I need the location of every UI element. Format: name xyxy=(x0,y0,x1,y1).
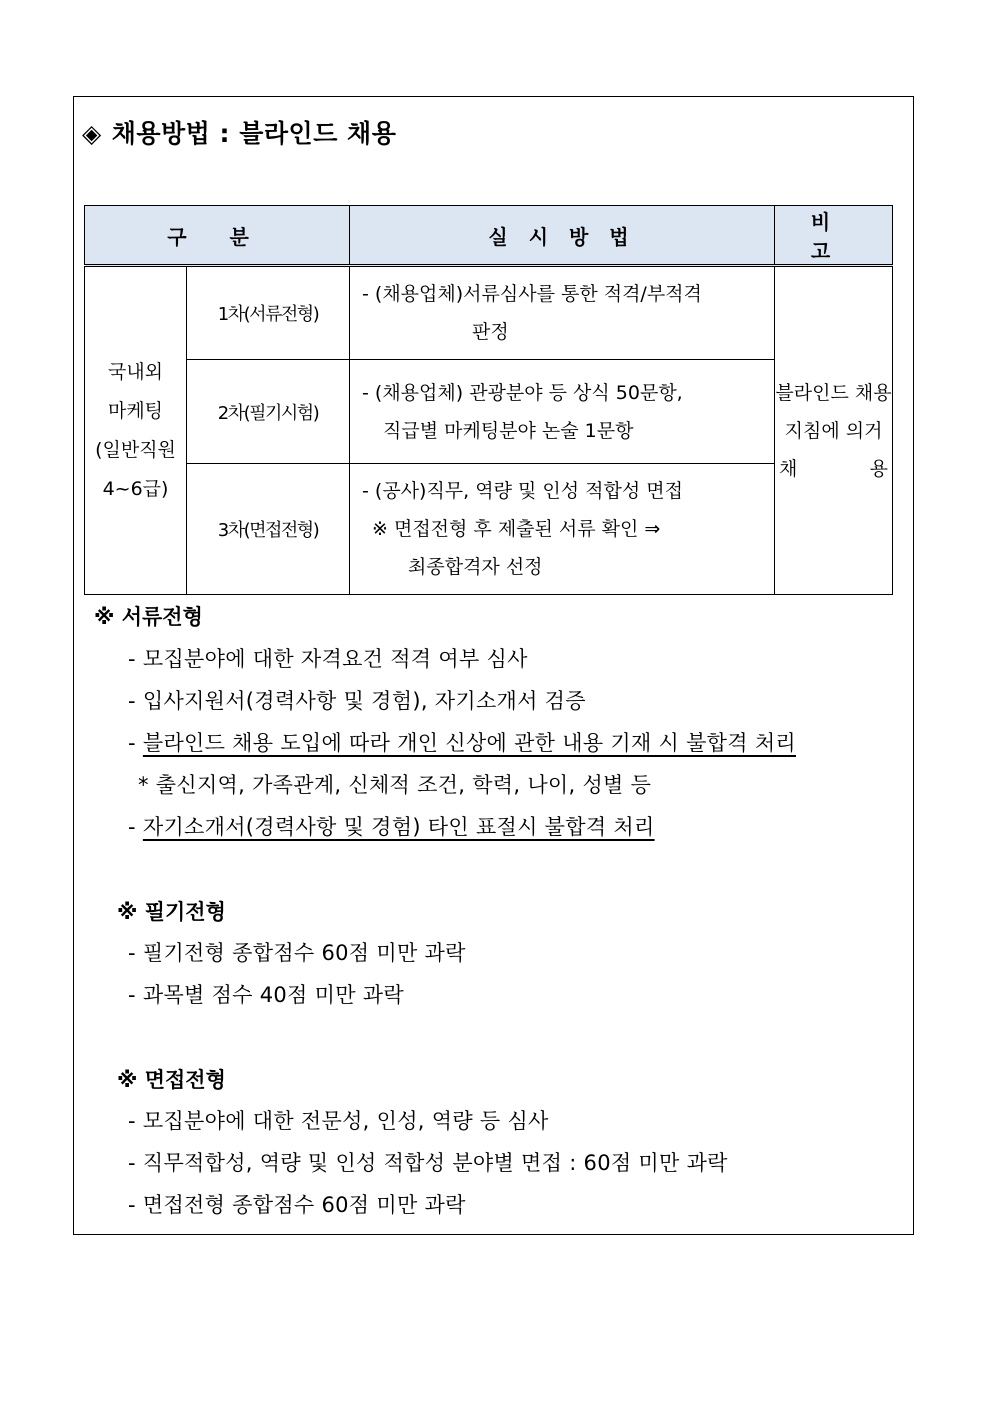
table-row xyxy=(85,464,893,595)
note-line: 블라인드 채용 xyxy=(775,381,892,404)
list-item: - 모집분야에 대한 전문성, 인성, 역량 등 심사 xyxy=(128,1109,549,1133)
list-item: - 자기소개서(경력사항 및 경험) 타인 표절시 불합격 처리 xyxy=(128,815,655,839)
method-line: 최종합격자 선정 xyxy=(408,556,543,578)
header-method: 실 시 방 법 xyxy=(350,206,775,266)
target-line: 마케팅 xyxy=(107,399,164,422)
list-item: - 필기전형 종합점수 60점 미만 과락 xyxy=(128,941,466,965)
page-title-text: 채용방법 : 블라인드 채용 xyxy=(111,119,397,148)
method-line: - (공사)직무, 역량 및 인성 적합성 면접 xyxy=(362,480,683,502)
header-note: 비 고 xyxy=(775,206,893,266)
recruitment-method-table xyxy=(84,205,893,595)
list-item: - 직무적합성, 역량 및 인성 적합성 분야별 면접 : 60점 미만 과락 xyxy=(128,1151,728,1175)
underlined-text: 블라인드 채용 도입에 따라 개인 신상에 관한 내용 기재 시 불합격 처리 xyxy=(142,731,796,755)
section-heading-document-screening: ※ 서류전형 xyxy=(94,605,203,629)
method-cell xyxy=(350,360,775,464)
table-header-row xyxy=(85,206,893,266)
header-category: 구 분 xyxy=(85,206,350,266)
table-row xyxy=(85,266,893,360)
note-line: 채 용 xyxy=(779,457,889,480)
round-cell: 2차(필기시험) xyxy=(187,360,350,464)
note-cell xyxy=(775,266,893,595)
list-item: - 면접전형 종합점수 60점 미만 과락 xyxy=(128,1193,466,1217)
list-item: - 입사지원서(경력사항 및 경험), 자기소개서 검증 xyxy=(128,689,586,713)
round-cell: 1차(서류전형) xyxy=(187,266,350,360)
method-line: - (채용업체) 관광분야 등 상식 50문항, xyxy=(362,381,683,404)
table-row xyxy=(85,360,893,464)
round-cell: 3차(면접전형) xyxy=(187,464,350,595)
list-item: - 모집분야에 대한 자격요건 적격 여부 심사 xyxy=(128,647,528,671)
section-heading-interview: ※ 면접전형 xyxy=(117,1068,226,1092)
method-line: ※ 면접전형 후 제출된 서류 확인 ⇒ xyxy=(372,518,661,540)
method-cell xyxy=(350,464,775,595)
note-line: 지침에 의거 xyxy=(784,419,883,442)
page-title xyxy=(82,114,396,150)
target-line: 국내외 xyxy=(107,360,164,383)
diamond-bullet-icon: ◈ xyxy=(82,119,102,148)
list-item: - 블라인드 채용 도입에 따라 개인 신상에 관한 내용 기재 시 불합격 처리 xyxy=(128,731,796,755)
list-item: - 과목별 점수 40점 미만 과락 xyxy=(128,983,404,1007)
method-line: 직급별 마케팅분야 논술 1문항 xyxy=(383,419,634,442)
target-line: (일반직원 xyxy=(95,438,176,461)
section-heading-written-test: ※ 필기전형 xyxy=(117,900,226,924)
target-cell xyxy=(85,266,187,595)
method-line: - (채용업체)서류심사를 통한 적격/부적격 xyxy=(362,283,702,305)
list-item: * 출신지역, 가족관계, 신체적 조건, 학력, 나이, 성별 등 xyxy=(138,773,652,797)
method-line: 판정 xyxy=(472,321,509,343)
target-line: 4~6급) xyxy=(102,477,169,500)
underlined-text: 자기소개서(경력사항 및 경험) 타인 표절시 불합격 처리 xyxy=(142,815,655,839)
method-cell xyxy=(350,266,775,360)
